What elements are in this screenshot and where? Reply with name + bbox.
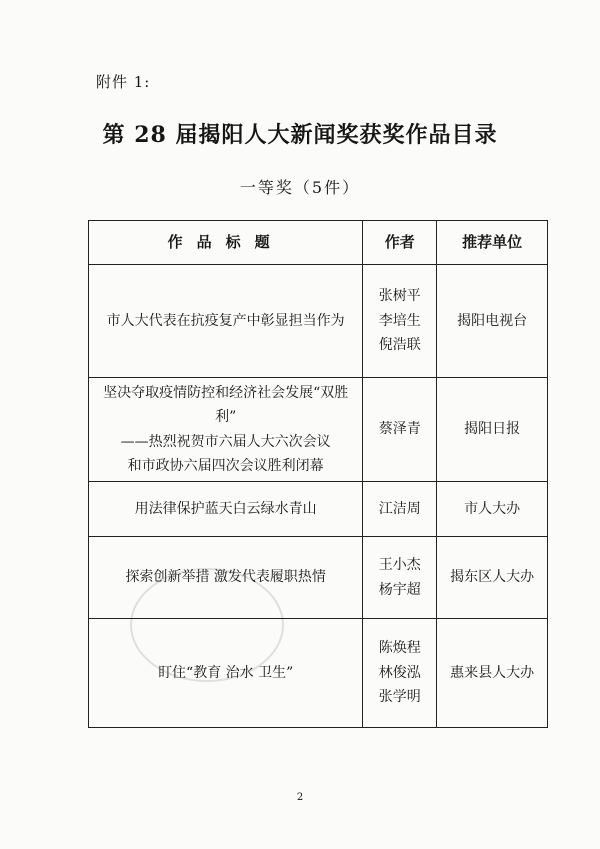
recommending-unit: 惠来县人大办 [437, 619, 548, 728]
table-row [89, 619, 548, 728]
table-header-row [89, 221, 548, 265]
author-name: 陈焕程 [378, 640, 421, 657]
awards-table [88, 220, 548, 728]
work-title-line: 坚决夺取疫情防控和经济社会发展“双胜利” [103, 384, 349, 425]
author-cell [363, 378, 437, 482]
author-name: 蔡泽青 [378, 421, 421, 438]
author-name: 张树平 [378, 288, 421, 305]
table-row [89, 378, 548, 482]
author-name: 江洁周 [378, 500, 421, 517]
column-header-unit: 推荐单位 [437, 221, 548, 265]
page-title: 第 28 届揭阳人大新闻奖获奖作品目录 [102, 122, 498, 148]
work-title [89, 265, 363, 378]
work-title [89, 378, 363, 482]
table-row [89, 265, 548, 378]
table-row [89, 537, 548, 619]
recommending-unit: 市人大办 [437, 482, 548, 537]
author-cell [363, 619, 437, 728]
work-title-line: 盯住“教育 治水 卫生” [158, 664, 294, 681]
page-number: 2 [296, 792, 304, 803]
author-cell [363, 482, 437, 537]
work-title-line: 市人大代表在抗疫复产中彰显担当作为 [106, 312, 345, 329]
author-name: 李培生 [378, 312, 421, 329]
author-name: 杨宇超 [378, 581, 421, 598]
work-title-line: ——热烈祝贺市六届人大六次会议 [120, 433, 331, 450]
author-name: 林俊泓 [378, 664, 421, 681]
work-title [89, 537, 363, 619]
author-cell [363, 265, 437, 378]
work-title-line: 探索创新举措 激发代表履职热情 [125, 569, 326, 586]
recommending-unit: 揭阳日报 [437, 378, 548, 482]
author-name: 倪浩联 [378, 337, 421, 354]
attachment-label: 附件 1: [96, 73, 151, 91]
author-name: 张学明 [378, 689, 421, 706]
recommending-unit: 揭东区人大办 [437, 537, 548, 619]
table-row [89, 482, 548, 537]
award-level-subtitle: 一等奖（5件） [239, 178, 361, 197]
column-header-title: 作品标题 [89, 221, 363, 265]
work-title [89, 482, 363, 537]
recommending-unit: 揭阳电视台 [437, 265, 548, 378]
work-title-line: 和市政协六届四次会议胜利闭幕 [127, 458, 324, 474]
work-title-line: 用法律保护蓝天白云绿水青山 [134, 500, 317, 517]
column-header-author: 作者 [363, 221, 437, 265]
author-name: 王小杰 [378, 557, 421, 573]
work-title [89, 619, 363, 728]
author-cell [363, 537, 437, 619]
